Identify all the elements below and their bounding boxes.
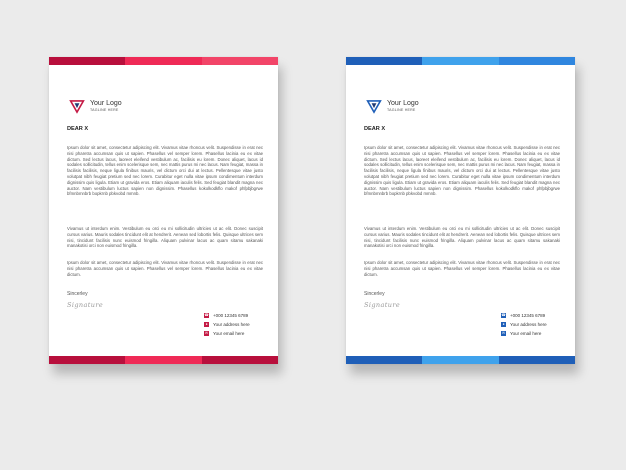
logo-name: Your Logo (90, 100, 122, 107)
contact-address (204, 322, 250, 327)
logo (366, 99, 419, 114)
body-paragraph-3: Ipsum dolor sit amet, consectetur adipiscing elit. Vivamus vitae rhoncus velit. Suspendisse in erat nec nisi pharetra accumsan quis ut sapien. Phasellus vel semper lorem. Phasellus lacinia eu ex vitae dictum. (364, 260, 560, 277)
contact-email-text: Your email here (510, 331, 542, 336)
contact-phone-text: +000 12345 6789 (213, 313, 249, 318)
closing: Sincerley (364, 291, 385, 297)
top-color-band (346, 57, 575, 65)
logo-tagline: TAGLINE HERE (387, 108, 416, 112)
contact-address-text: Your address here (510, 322, 547, 327)
body-paragraph-2: Vivamus ut interdum enim. Vestibulum eu orci eu mi sollicitudin ultricies ut ac elit. Donec suscipit cursus varius. Mauris sodales tincidunt elit at hendrerit. Aenean sed lobortis felis. Quisque ultrices sem nisi, tincidunt facilisis nunc euismod fringilla. Aliquam pulvinar lacus ac quam sitamu sakanaki manakotisi orci non euismod fringilla. (364, 226, 560, 249)
contact-address-text: Your address here (213, 322, 250, 327)
phone-icon: ☎ (501, 313, 506, 317)
location-icon: ● (205, 322, 208, 326)
shield-icon (366, 99, 382, 114)
body-paragraph-1: Ipsum dolor sit amet, consectetur adipiscing elit. Vivamus vitae rhoncus velit. Suspendisse in erat nec nisi pharetra accumsan quis ut sapien. Phasellus vel semper lorem. Phasellus lacinia eu ex vitae dictum. Sed lectus lacus, laoreet eleifend vestibulum ac, facilisis eu lorem. Donec aliquet, lacus id sodales sollicitudin, tellus enim scelerisque sem, nec mattis purus mi nec lacus. Nam feugiat, massa in facilisis facilisis, neque ligula finibus mauris, vel dictum orci dui at lectus. Pellentesque vitae justo volutpat nibh feugiat pretium sed nec lorem. Curabitur eget nulla vitae ipsum condimentum interdum dignissim quis ligula. Etiam ut gravida eros. Etiam aliquam iaculis felis. Sed feugiat blandit magna nec auctor. Nam vestibulum luctus sapien non dignissim. Phasellus kokolkodkflo makof phfpbjbgrwe bfmnbmnbrb bopkrnb pbkvobd mmnb. (364, 145, 560, 197)
contact-email (204, 331, 244, 336)
body-paragraph-3: Ipsum dolor sit amet, consectetur adipiscing elit. Vivamus vitae rhoncus velit. Suspendisse in erat nec nisi pharetra accumsan quis ut sapien. Phasellus vel semper lorem. Phasellus lacinia eu ex vitae dictum. (67, 260, 263, 277)
location-icon: ● (502, 322, 505, 326)
contact-email-text: Your email here (213, 331, 245, 336)
bottom-color-band (346, 356, 575, 364)
bottom-color-band (49, 356, 278, 364)
salutation: DEAR X (67, 126, 89, 132)
letterhead-blue (346, 57, 575, 364)
logo-name: Your Logo (387, 100, 419, 107)
signature: Signature (364, 301, 401, 309)
signature: Signature (67, 301, 104, 309)
logo (69, 99, 122, 114)
body-paragraph-2: Vivamus ut interdum enim. Vestibulum eu orci eu mi sollicitudin ultricies ut ac elit. Donec suscipit cursus varius. Mauris sodales tincidunt elit at hendrerit. Aenean sed lobortis felis. Quisque ultrices sem nisi, tincidunt facilisis nunc euismod fringilla. Aliquam pulvinar lacus ac quam sitamu sakanaki manakotisi orci non euismod fringilla. (67, 226, 263, 249)
email-icon: ✉ (205, 331, 208, 335)
body-paragraph-1: Ipsum dolor sit amet, consectetur adipiscing elit. Vivamus vitae rhoncus velit. Suspendisse in erat nec nisi pharetra accumsan quis ut sapien. Phasellus vel semper lorem. Phasellus lacinia eu ex vitae dictum. Sed lectus lacus, laoreet eleifend vestibulum ac, facilisis eu lorem. Donec aliquet, lacus id sodales sollicitudin, tellus enim scelerisque sem, nec mattis purus mi nec lacus. Nam feugiat, massa in facilisis facilisis, neque ligula finibus mauris, vel dictum orci dui at lectus. Pellentesque vitae justo volutpat nibh feugiat pretium sed nec lorem. Curabitur eget nulla vitae ipsum condimentum interdum dignissim quis ligula. Etiam ut gravida eros. Etiam aliquam iaculis felis. Sed feugiat blandit magna nec auctor. Nam vestibulum luctus sapien non dignissim. Phasellus kokolkodkflo makof phfpbjbgrwe bfmnbmnbrb bopkrnb pbkvobd mmnb. (67, 145, 263, 197)
contact-phone-text: +000 12345 6789 (510, 313, 546, 318)
letterhead-red (49, 57, 278, 364)
closing: Sincerley (67, 291, 88, 297)
contact-email (501, 331, 541, 336)
salutation: DEAR X (364, 126, 386, 132)
contact-address (501, 322, 547, 327)
contact-phone (501, 313, 545, 318)
logo-tagline: TAGLINE HERE (90, 108, 119, 112)
contact-phone (204, 313, 248, 318)
top-color-band (49, 57, 278, 65)
email-icon: ✉ (502, 331, 505, 335)
phone-icon: ☎ (204, 313, 209, 317)
shield-icon (69, 99, 85, 114)
